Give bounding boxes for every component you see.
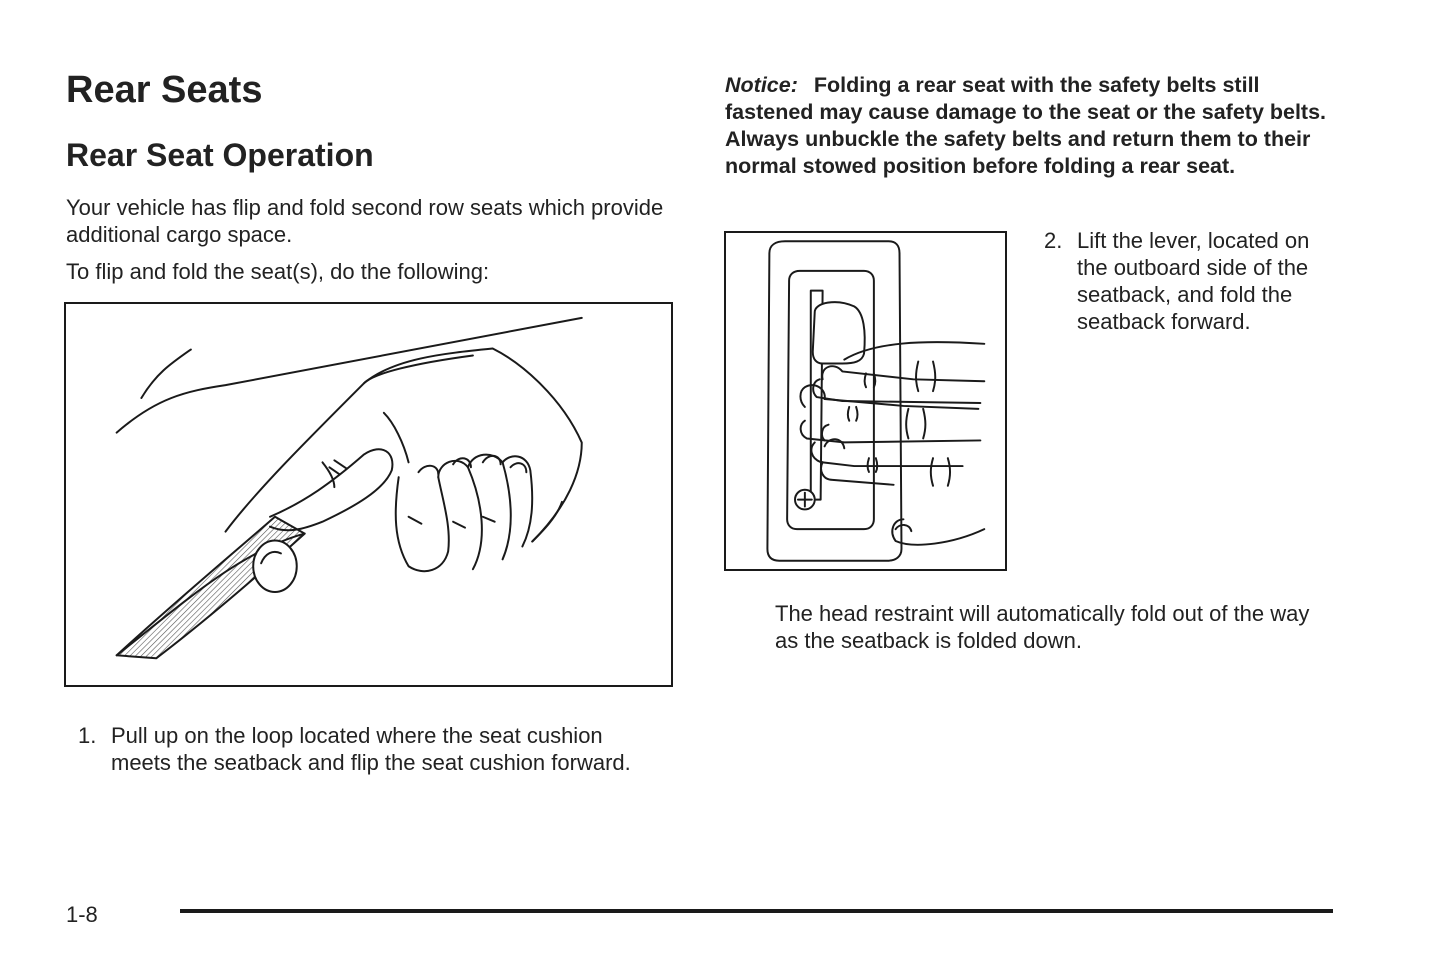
step-1-number: 1. <box>78 723 97 748</box>
page-number: 1-8 <box>66 902 98 927</box>
instruction-lead: To flip and fold the seat(s), do the following: <box>66 259 490 284</box>
step-1 <box>78 722 668 776</box>
seatback-lever-illustration <box>724 231 1007 571</box>
step-2-text: Lift the lever, located on the outboard side of the seatback, and fold the seatback forward. <box>1077 228 1310 334</box>
footer-rule <box>180 909 1333 913</box>
step-2 <box>1044 227 1344 335</box>
seatback-lever-drawing <box>726 233 1005 569</box>
notice-label: Notice: <box>725 73 798 97</box>
section-title: Rear Seat Operation <box>66 137 374 173</box>
step-2-number: 2. <box>1044 228 1063 253</box>
notice-block <box>725 72 1335 180</box>
intro-paragraph: Your vehicle has flip and fold second row seats which provide additional cargo space. <box>66 195 664 247</box>
head-restraint-note: The head restraint will automatically fold out of the way as the seatback is folded down. <box>775 601 1310 653</box>
page-title: Rear Seats <box>66 69 263 111</box>
step-1-text: Pull up on the loop located where the seat cushion meets the seatback and flip the seat cushion forward. <box>111 723 631 775</box>
seat-loop-drawing <box>66 304 671 685</box>
notice-text: Folding a rear seat with the safety belts still fastened may cause damage to the seat or the safety belts. Always unbuckle the safety belts and return them to their normal stowed position before folding a rear seat. <box>725 73 1327 178</box>
seat-loop-illustration <box>64 302 673 687</box>
